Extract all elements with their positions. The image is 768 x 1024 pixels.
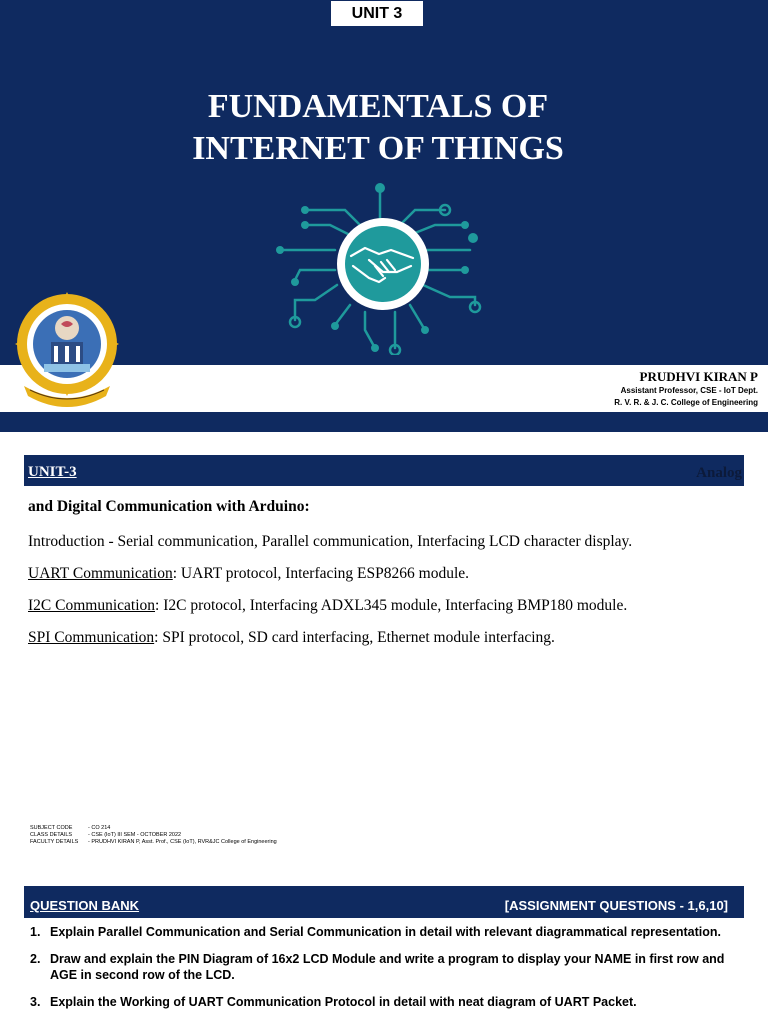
question-item: [30, 951, 746, 983]
faculty-name: PRUDHVI KIRAN P: [639, 369, 758, 384]
course-title-line2: INTERNET OF THINGS: [192, 130, 564, 167]
syllabus-item: [28, 590, 748, 622]
question-item: [30, 994, 746, 1010]
unit-label: UNIT-3: [28, 464, 77, 480]
question-text: Explain Parallel Communication and Serial Communication in detail with relevant diagrammatical representation.: [50, 925, 722, 939]
syllabus-item-text: : SPI protocol, SD card interfacing, Ethernet module interfacing.: [154, 629, 555, 646]
meta-row: [30, 825, 277, 832]
unit-heading-bar: [24, 455, 744, 486]
question-text: Draw and explain the PIN Diagram of 16x2 LCD Module and write a program to display your NAME in first row and AGE in second row of the LCD.: [50, 952, 725, 982]
meta-row: [30, 832, 277, 839]
question-number: 1.: [30, 925, 41, 939]
syllabus-item-topic: I2C Communication: [28, 597, 156, 614]
faculty-college: R. V. R. & J. C. College of Engineering: [614, 398, 758, 407]
meta-label: FACULTY DETAILS: [30, 839, 79, 845]
college-emblem-icon: [14, 292, 120, 410]
question-bank-title: QUESTION BANK: [30, 898, 140, 913]
question-bank-bar: [24, 886, 744, 918]
syllabus-item-text: : I2C protocol, Interfacing ADXL345 module, Interfacing BMP180 module.: [155, 597, 628, 614]
syllabus-item: [28, 558, 748, 590]
unit-tag: UNIT 3: [331, 1, 423, 26]
meta-row: [30, 839, 277, 846]
unit-bar-overflow-text: Analog: [696, 465, 742, 481]
question-number: 2.: [30, 952, 41, 966]
syllabus-item-topic: UART Communication: [28, 565, 173, 582]
assignment-questions-label: [ASSIGNMENT QUESTIONS - 1,6,10]: [504, 898, 728, 913]
course-meta: [30, 825, 277, 846]
iot-handshake-icon: [265, 180, 495, 355]
syllabus-item: [28, 526, 748, 558]
syllabus-item: [28, 622, 748, 654]
navy-divider: [0, 412, 768, 432]
question-list: [30, 924, 746, 1021]
meta-label: SUBJECT CODE: [30, 825, 73, 831]
syllabus-item-text: : UART protocol, Interfacing ESP8266 module.: [172, 565, 470, 582]
question-text: Explain the Working of UART Communication Protocol in detail with neat diagram of UART Packet.: [50, 995, 637, 1009]
question-item: [30, 924, 746, 940]
course-title: [0, 86, 756, 170]
syllabus-item-topic: SPI Communication: [28, 629, 155, 646]
meta-value: - PRUDHVI KIRAN P, Asst. Prof., CSE (IoT), RVR&JC College of Engineering: [88, 839, 277, 845]
meta-value: - CO 214: [88, 825, 111, 831]
meta-label: CLASS DETAILS: [30, 832, 73, 838]
question-number: 3.: [30, 995, 41, 1009]
faculty-block: [614, 369, 758, 409]
syllabus-heading: and Digital Communication with Arduino:: [28, 498, 310, 515]
syllabus-item-text: Introduction - Serial communication, Parallel communication, Interfacing LCD character display.: [28, 533, 633, 550]
faculty-designation: Assistant Professor, CSE - IoT Dept.: [620, 386, 758, 395]
syllabus-section: [28, 496, 748, 654]
meta-value: - CSE (IoT) III SEM - OCTOBER 2022: [88, 832, 182, 838]
course-title-line1: FUNDAMENTALS OF: [207, 88, 549, 125]
